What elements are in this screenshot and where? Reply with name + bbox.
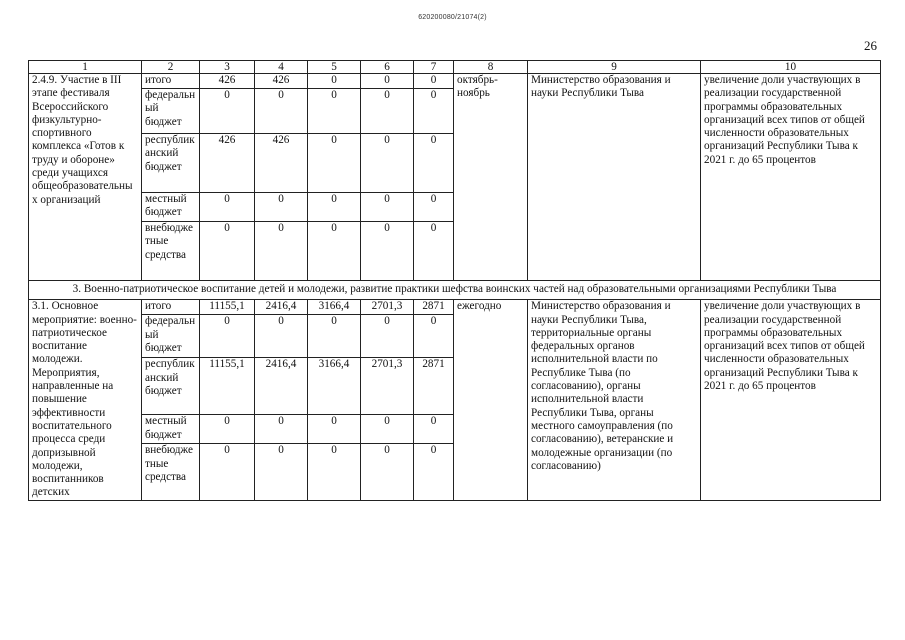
col-number: 10 — [701, 61, 881, 74]
table-row — [29, 74, 881, 89]
value-cell: 426 — [255, 74, 308, 89]
funding-source: республиканский бюджет — [142, 134, 200, 193]
value-cell: 426 — [255, 134, 308, 193]
col-number: 3 — [200, 61, 255, 74]
section-row — [29, 281, 881, 300]
value-cell: 0 — [308, 444, 361, 501]
page-number: 26 — [864, 38, 877, 53]
activity-name: 2.4.9. Участие в III этапе фестиваля Всероссийского физкультурно-спортивного комплекса «Готов к труду и обороне» среди учащихся общеобразовательных организаций — [29, 74, 142, 281]
value-cell: 2416,4 — [255, 300, 308, 315]
result-cell: увеличение доли участвующих в реализации государственной программы образовательных организаций всех типов от общей численности образовательных организаций Республики Тыва к 2021 г. до 65 процентов — [701, 300, 881, 501]
result-cell: увеличение доли участвующих в реализации государственной программы образовательных организаций всех типов от общей численности образовательных организаций Республики Тыва к 2021 г. до 65 процентов — [701, 74, 881, 281]
period-cell: ежегодно — [454, 300, 528, 501]
value-cell: 0 — [414, 74, 454, 89]
funding-source: внебюджетные средства — [142, 222, 200, 281]
executor-cell: Министерство образования и науки Республики Тыва, территориальные органы федеральных органов исполнительной власти по Республике Тыва (по согласованию), органы исполнительной власти Республики Тыва, органы местного самоуправления (по согласованию), ветеранские и молодежные организации (по согласованию) — [528, 300, 701, 501]
funding-source: внебюджетные средства — [142, 444, 200, 501]
col-number: 7 — [414, 61, 454, 74]
funding-source: местный бюджет — [142, 415, 200, 444]
col-number: 5 — [308, 61, 361, 74]
value-cell: 0 — [200, 193, 255, 222]
value-cell: 0 — [255, 444, 308, 501]
value-cell: 0 — [361, 415, 414, 444]
value-cell: 0 — [361, 222, 414, 281]
value-cell: 0 — [361, 444, 414, 501]
value-cell: 2871 — [414, 358, 454, 415]
funding-source: федеральный бюджет — [142, 89, 200, 134]
value-cell: 0 — [361, 74, 414, 89]
value-cell: 0 — [308, 74, 361, 89]
value-cell: 0 — [361, 193, 414, 222]
value-cell: 0 — [200, 89, 255, 134]
funding-source: местный бюджет — [142, 193, 200, 222]
value-cell: 3166,4 — [308, 300, 361, 315]
value-cell: 0 — [255, 193, 308, 222]
column-number-row — [29, 61, 881, 74]
value-cell: 0 — [361, 315, 414, 358]
value-cell: 0 — [414, 315, 454, 358]
value-cell: 0 — [414, 134, 454, 193]
value-cell: 0 — [308, 315, 361, 358]
table-row — [29, 300, 881, 315]
value-cell: 0 — [414, 222, 454, 281]
value-cell: 11155,1 — [200, 358, 255, 415]
value-cell: 0 — [255, 89, 308, 134]
value-cell: 2701,3 — [361, 358, 414, 415]
value-cell: 0 — [308, 415, 361, 444]
value-cell: 0 — [308, 222, 361, 281]
value-cell: 426 — [200, 74, 255, 89]
value-cell: 0 — [308, 89, 361, 134]
value-cell: 2701,3 — [361, 300, 414, 315]
col-number: 4 — [255, 61, 308, 74]
value-cell: 0 — [361, 89, 414, 134]
value-cell: 2416,4 — [255, 358, 308, 415]
funding-source: федеральный бюджет — [142, 315, 200, 358]
value-cell: 0 — [308, 193, 361, 222]
document-id: 620200080/21074(2) — [418, 14, 487, 21]
value-cell: 0 — [200, 444, 255, 501]
value-cell: 0 — [200, 415, 255, 444]
col-number: 9 — [528, 61, 701, 74]
period-cell: октябрь-ноябрь — [454, 74, 528, 281]
col-number: 6 — [361, 61, 414, 74]
value-cell: 2871 — [414, 300, 454, 315]
value-cell: 11155,1 — [200, 300, 255, 315]
value-cell: 0 — [255, 315, 308, 358]
executor-cell: Министерство образования и науки Республики Тыва — [528, 74, 701, 281]
value-cell: 0 — [308, 134, 361, 193]
value-cell: 426 — [200, 134, 255, 193]
section-title: 3. Военно-патриотическое воспитание детей и молодежи, развитие практики шефства воинских частей над образовательными организациями Республики Тыва — [29, 281, 881, 300]
value-cell: 0 — [414, 89, 454, 134]
activity-name: 3.1. Основное мероприятие: военно-патриотическое воспитание молодежи. Мероприятия, направленные на повышение эффективности воспитательного процесса среди допризывной молодежи, воспитанников детских — [29, 300, 142, 501]
funding-source: итого — [142, 74, 200, 89]
program-table — [28, 60, 881, 501]
value-cell: 0 — [200, 222, 255, 281]
value-cell: 0 — [414, 193, 454, 222]
value-cell: 0 — [200, 315, 255, 358]
funding-source: республиканский бюджет — [142, 358, 200, 415]
value-cell: 0 — [414, 444, 454, 501]
col-number: 2 — [142, 61, 200, 74]
value-cell: 0 — [414, 415, 454, 444]
value-cell: 3166,4 — [308, 358, 361, 415]
col-number: 1 — [29, 61, 142, 74]
value-cell: 0 — [361, 134, 414, 193]
col-number: 8 — [454, 61, 528, 74]
value-cell: 0 — [255, 222, 308, 281]
funding-source: итого — [142, 300, 200, 315]
value-cell: 0 — [255, 415, 308, 444]
